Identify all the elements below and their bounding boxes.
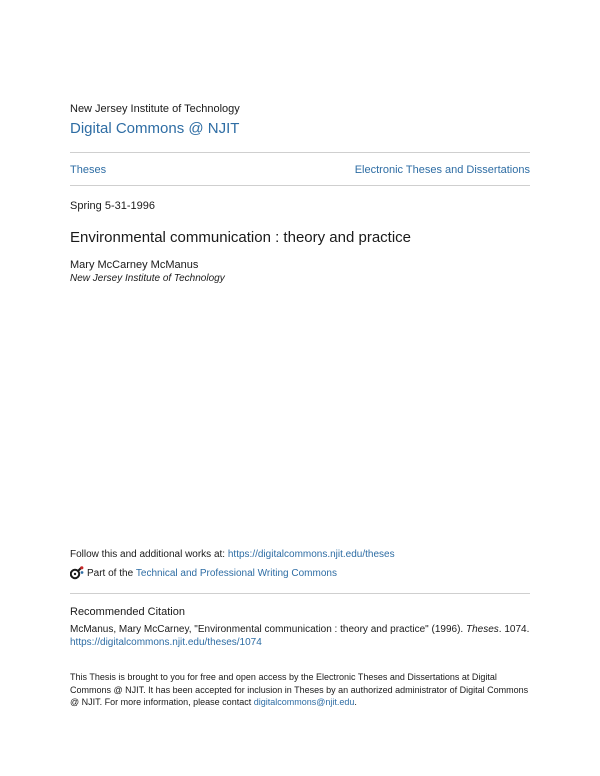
part-of-prefix: Part of the [87, 567, 134, 579]
author-name: Mary McCarney McManus [70, 259, 199, 271]
commons-link[interactable]: Technical and Professional Writing Commons [135, 567, 337, 579]
follow-url-link[interactable]: https://digitalcommons.njit.edu/theses [227, 549, 395, 560]
follow-line [70, 549, 395, 560]
institution-name: New Jersey Institute of Technology [70, 103, 240, 115]
citation-text [70, 623, 530, 649]
divider-top [70, 152, 530, 153]
access-statement [70, 671, 530, 709]
statement-line-2: Commons @ NJIT. It has been accepted for inclusion in Theses by an authorized administrator of Digital Commons [70, 684, 529, 695]
statement-line-3: @ NJIT. For more information, please contact [70, 697, 254, 707]
repository-name: Digital Commons @ NJIT [70, 120, 240, 137]
follow-prefix: Follow this and additional works at: [70, 549, 228, 560]
citation-number: . 1074. [498, 624, 530, 635]
divider-citation [70, 593, 530, 594]
theses-link[interactable]: Theses [70, 164, 107, 176]
citation-main: McManus, Mary McCarney, "Environmental communication : theory and practice" (1996). [70, 624, 466, 635]
citation-url-link[interactable]: https://digitalcommons.njit.edu/theses/1074 [70, 637, 262, 648]
document-title: Environmental communication : theory and practice [70, 229, 412, 246]
contact-email-link[interactable]: digitalcommons@njit.edu [253, 697, 355, 707]
statement-line-3-end: . [354, 697, 357, 707]
citation-series: Theses [465, 624, 499, 635]
publication-date: Spring 5-31-1996 [70, 200, 156, 212]
author-affiliation: New Jersey Institute of Technology [70, 273, 225, 284]
citation-heading: Recommended Citation [70, 606, 185, 618]
statement-line-1: This Thesis is brought to you for free and open access by the Electronic Theses and Dissertations at Digital [70, 672, 497, 682]
network-icon [70, 566, 84, 580]
etd-link[interactable]: Electronic Theses and Dissertations [354, 164, 530, 176]
part-of-line [70, 566, 337, 580]
cover-page [70, 0, 530, 776]
divider-nav [70, 185, 530, 186]
